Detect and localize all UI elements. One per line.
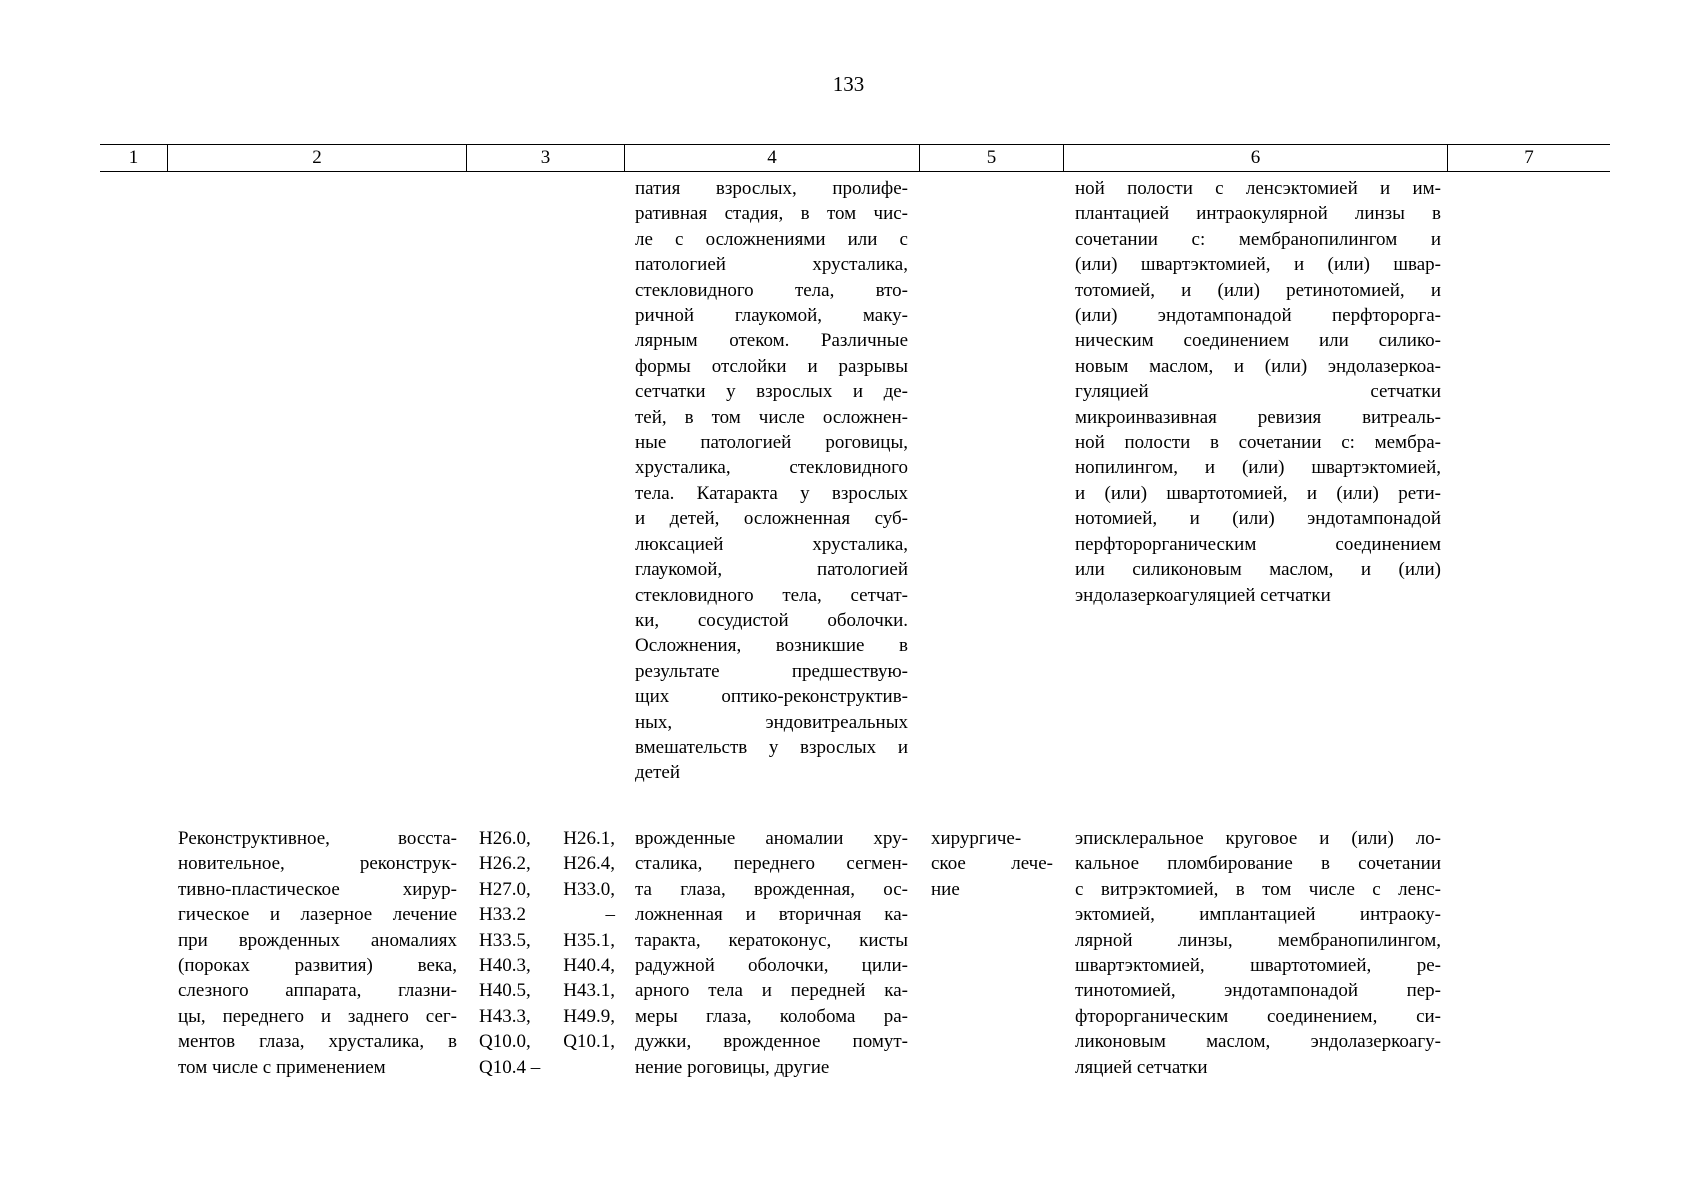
row1-diagnosis-cell (635, 176, 908, 786)
row2-care-type-cell (178, 826, 457, 1080)
cell-text-line: таракта, кератоконус, кисты (635, 929, 908, 951)
cell-text-line: H40.3, H40.4, (479, 955, 615, 977)
cell-text-line: сетчатки у взрослых и де- (635, 381, 908, 403)
cell-text-line: кальное пломбирование в сочетании (1075, 853, 1441, 875)
cell-text-line: ричной глаукомой, маку- (635, 305, 908, 327)
cell-text-line: и детей, осложненная суб- (635, 508, 908, 530)
cell-text-line: Осложнения, возникшие в (635, 635, 908, 657)
cell-text-line: патия взрослых, пролифе- (635, 178, 908, 199)
cell-text-line: микроинвазивная ревизия витреаль- (1075, 406, 1441, 428)
cell-text-line: сочетании с: мембранопилингом и (1075, 228, 1441, 250)
cell-text-line: тотомией, и (или) ретинотомией, и (1075, 279, 1441, 301)
cell-text-line: дужки, врожденное помут- (635, 1031, 908, 1053)
cell-text-line: эндолазеркоагуляцией сетчатки (1075, 584, 1331, 606)
cell-text-line: эписклеральное круговое и (или) ло- (1075, 828, 1441, 849)
cell-text-line: ляцией сетчатки (1075, 1056, 1208, 1078)
cell-text-line: H33.5, H35.1, (479, 929, 615, 951)
cell-text-line: стекловидного тела, вто- (635, 279, 908, 301)
row1-treatment-method-cell (1075, 176, 1441, 608)
cell-text-line: лярным отеком. Различные (635, 330, 908, 352)
cell-text-line: перфторорганическим соединением (1075, 533, 1441, 555)
cell-text-line: та глаза, врожденная, ос- (635, 878, 908, 900)
cell-text-line: вмешательств у взрослых и (635, 736, 908, 758)
column-header-7: 7 (1447, 145, 1610, 171)
cell-text-line: патологией хрусталика, (635, 254, 908, 276)
column-header-4: 4 (624, 145, 919, 171)
cell-text-line: тей, в том числе осложнен- (635, 406, 908, 428)
cell-text-line: H40.5, H43.1, (479, 980, 615, 1002)
cell-text-line: гическое и лазерное лечение (178, 904, 457, 926)
page-number: 133 (832, 72, 865, 96)
cell-text-line: формы отслойки и разрывы (635, 355, 908, 377)
cell-text-line: глаукомой, патологией (635, 559, 908, 581)
cell-text-line: стекловидного тела, сетчат- (635, 584, 908, 606)
cell-text-line: ложненная и вторичная ка- (635, 904, 908, 926)
cell-text-line: меры глаза, колобома ра- (635, 1005, 908, 1027)
cell-text-line: ское лече- (931, 853, 1053, 875)
cell-text-line: щих оптико-реконструктив- (635, 686, 908, 708)
cell-text-line: (пороках развития) века, (178, 955, 457, 977)
cell-text-line: нопилингом, и (или) швартэктомией, (1075, 457, 1441, 479)
cell-text-line: тела. Катаракта у взрослых (635, 482, 908, 504)
cell-text-line: тивно-пластическое хирур- (178, 878, 457, 900)
cell-text-line: H43.3, H49.9, (479, 1005, 615, 1027)
cell-text-line: ле с осложнениями или с (635, 228, 908, 250)
cell-text-line: Q10.4 – (479, 1056, 541, 1078)
cell-text-line: Q10.0, Q10.1, (479, 1031, 615, 1053)
cell-text-line: Реконструктивное, восста- (178, 828, 457, 849)
column-header-6: 6 (1063, 145, 1447, 171)
cell-text-line: детей (635, 762, 681, 784)
cell-text-line: нение роговицы, другие (635, 1056, 830, 1078)
cell-text-line: нотомией, и (или) эндотампонадой (1075, 508, 1441, 530)
cell-text-line: радужной оболочки, цили- (635, 955, 908, 977)
cell-text-line: и (или) швартотомией, и (или) рети- (1075, 482, 1441, 504)
cell-text-line: ние (931, 878, 960, 900)
cell-text-line: том числе с применением (178, 1056, 386, 1078)
row2-diagnosis-cell (635, 826, 908, 1080)
cell-text-line: лярной линзы, мембранопилингом, (1075, 929, 1441, 951)
cell-text-line: слезного аппарата, глазни- (178, 980, 457, 1002)
cell-text-line: результате предшествую- (635, 660, 908, 682)
cell-text-line: ликоновым маслом, эндолазеркоагу- (1075, 1031, 1441, 1053)
cell-text-line: ническим соединением или силико- (1075, 330, 1441, 352)
row2-icd-codes-cell (479, 826, 615, 1080)
cell-text-line: плантацией интраокулярной линзы в (1075, 203, 1441, 225)
cell-text-line: ративная стадия, в том чис- (635, 203, 908, 225)
cell-text-line: арного тела и передней ка- (635, 980, 908, 1002)
column-header-2: 2 (167, 145, 466, 171)
column-header-3: 3 (466, 145, 624, 171)
cell-text-line: эктомией, имплантацией интраоку- (1075, 904, 1441, 926)
cell-text-line: ных, эндовитреальных (635, 711, 908, 733)
cell-text-line: новительное, реконструк- (178, 853, 457, 875)
cell-text-line: новым маслом, и (или) эндолазеркоа- (1075, 355, 1441, 377)
cell-text-line: ной полости с ленсэктомией и им- (1075, 178, 1441, 199)
cell-text-line: при врожденных аномалиях (178, 929, 457, 951)
cell-text-line: люксацией хрусталика, (635, 533, 908, 555)
cell-text-line: ментов глаза, хрусталика, в (178, 1031, 457, 1053)
cell-text-line: H26.2, H26.4, (479, 853, 615, 875)
cell-text-line: цы, переднего и заднего сег- (178, 1005, 457, 1027)
cell-text-line: с витрэктомией, в том числе с ленс- (1075, 878, 1441, 900)
table-header-row (100, 144, 1610, 172)
cell-text-line: хрусталика, стекловидного (635, 457, 908, 479)
cell-text-line: (или) эндотампонадой перфторорга- (1075, 305, 1441, 327)
cell-text-line: H33.2 – (479, 904, 615, 926)
cell-text-line: ки, сосудистой оболочки. (635, 609, 908, 631)
cell-text-line: врожденные аномалии хру- (635, 828, 908, 849)
cell-text-line: H26.0, H26.1, (479, 828, 615, 849)
cell-text-line: тинотомией, эндотампонадой пер- (1075, 980, 1441, 1002)
cell-text-line: хирургиче- (931, 828, 1022, 849)
column-header-5: 5 (919, 145, 1063, 171)
cell-text-line: (или) швартэктомией, и (или) швар- (1075, 254, 1441, 276)
cell-text-line: ной полости в сочетании с: мембра- (1075, 432, 1441, 454)
cell-text-line: сталика, переднего сегмен- (635, 853, 908, 875)
row2-treatment-method-cell (1075, 826, 1441, 1080)
cell-text-line: фторорганическим соединением, си- (1075, 1005, 1441, 1027)
cell-text-line: швартэктомией, швартотомией, ре- (1075, 955, 1441, 977)
cell-text-line: H27.0, H33.0, (479, 878, 615, 900)
cell-text-line: гуляцией сетчатки (1075, 381, 1441, 403)
row2-treatment-type-cell (931, 826, 1053, 902)
column-header-1: 1 (128, 147, 139, 168)
cell-text-line: или силиконовым маслом, и (или) (1075, 559, 1441, 581)
cell-text-line: ные патологией роговицы, (635, 432, 908, 454)
